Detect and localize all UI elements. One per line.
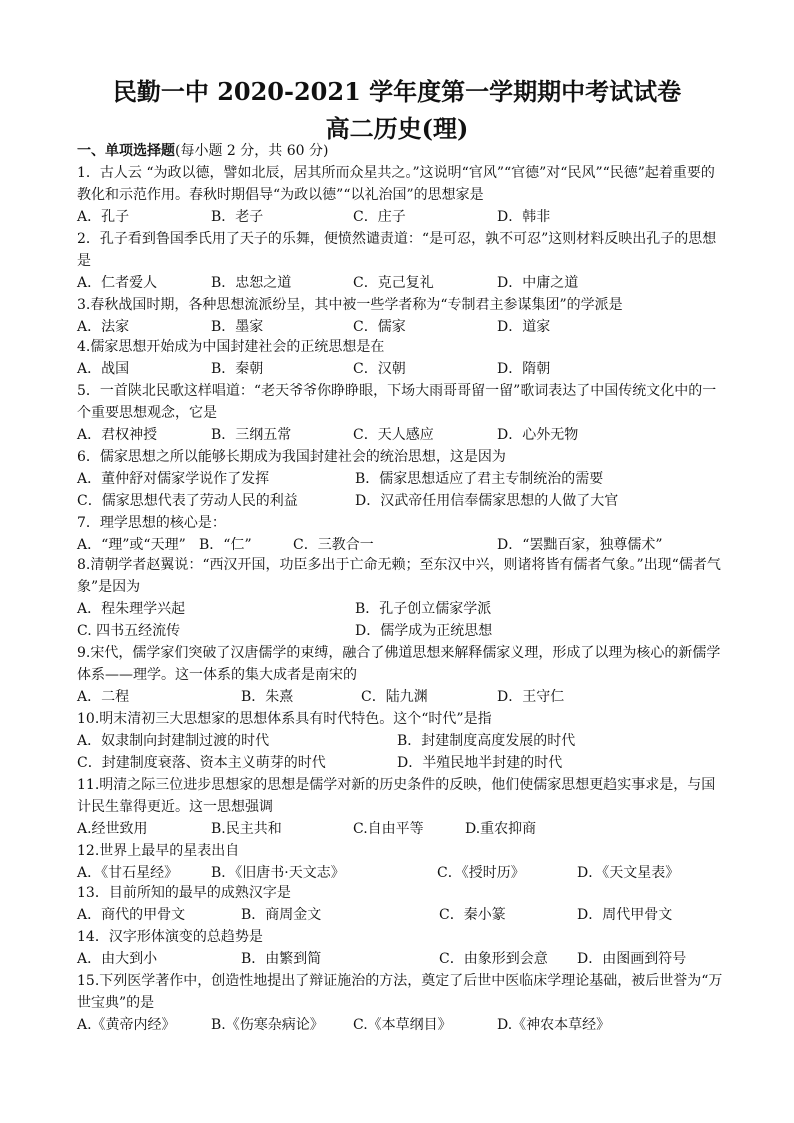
option-c: C．汉朝 xyxy=(353,361,406,377)
option-a: A．君权神授 xyxy=(77,427,158,443)
option-a: A．董仲舒对儒家学说作了发挥 xyxy=(77,471,270,487)
option-c: C．天人感应 xyxy=(353,427,434,443)
option-a: A.《黄帝内经》 xyxy=(77,1017,176,1033)
option-c: C．秦小篆 xyxy=(439,907,506,923)
option-c: C．由象形到会意 xyxy=(439,951,548,967)
option-b: B．老子 xyxy=(211,209,264,225)
options-row xyxy=(77,424,725,446)
option-b: B．“仁” xyxy=(199,537,252,553)
option-b: B．商周金文 xyxy=(241,907,322,923)
option-c: C. 四书五经流传 xyxy=(77,623,181,639)
question-10 xyxy=(77,708,725,774)
option-a: A．商代的甲骨文 xyxy=(77,907,186,923)
options-row xyxy=(77,948,725,970)
option-c: C．陆九渊 xyxy=(361,689,428,705)
question-5 xyxy=(77,380,725,446)
options-row xyxy=(77,358,725,380)
option-b: B.民主共和 xyxy=(211,821,282,837)
option-b: B．孔子创立儒家学派 xyxy=(355,601,492,617)
question-stem: 14．汉字形体演变的总趋势是 xyxy=(77,929,263,945)
option-d: D．《天文星表》 xyxy=(577,865,680,881)
option-d: D．半殖民地半封建的时代 xyxy=(397,755,563,771)
option-a: A．《甘石星经》 xyxy=(77,865,179,881)
option-c: C．儒家 xyxy=(353,319,406,335)
options-row xyxy=(77,752,725,774)
option-c: C．庄子 xyxy=(353,209,406,225)
question-stem: 4.儒家思想开始成为中国封建社会的正统思想是在 xyxy=(77,339,385,355)
options-row xyxy=(77,1014,725,1036)
option-c: C.《本草纲目》 xyxy=(353,1017,452,1033)
options-row xyxy=(77,316,725,338)
option-b: B．由繁到简 xyxy=(241,951,322,967)
options-row xyxy=(77,730,725,752)
option-c: C.自由平等 xyxy=(353,821,424,837)
option-a: A．战国 xyxy=(77,361,130,377)
option-d: D．周代甲骨文 xyxy=(577,907,673,923)
question-stem: 10.明末清初三大思想家的思想体系具有时代特色。这个“时代”是指 xyxy=(77,711,492,727)
section-heading xyxy=(77,142,328,160)
question-stem: 9.宋代，儒学家们突破了汉唐儒学的束缚，融合了佛道思想来解释儒家义理，形成了以理为核心的新儒学体系——理学。这一体系的集大成者是南宋的 xyxy=(77,645,721,683)
question-stem: 2．孔子看到鲁国季氏用了天子的乐舞，便愤然谴责道：“是可忍，孰不可忍”这则材料反映出孔子的思想是 xyxy=(77,231,717,269)
option-d: D．由图画到符号 xyxy=(577,951,687,967)
question-stem: 3.春秋战国时期，各种思想流派纷呈，其中被一些学者称为“专制君主参谋集团”的学派是 xyxy=(77,297,623,313)
question-8 xyxy=(77,554,725,642)
options-row xyxy=(77,818,725,840)
question-stem: 11.明清之际三位进步思想家的思想是儒学对新的历史条件的反映，他们使儒家思想更趋实事求是，与国计民生靠得更近。这一思想强调 xyxy=(77,777,716,815)
option-b: B．忠恕之道 xyxy=(211,275,292,291)
option-b: B．秦朝 xyxy=(211,361,264,377)
option-a: A．奴隶制向封建制过渡的时代 xyxy=(77,733,270,749)
option-c: C．克己复礼 xyxy=(353,275,434,291)
option-a: A．程朱理学兴起 xyxy=(77,601,186,617)
question-3 xyxy=(77,294,725,338)
options-row xyxy=(77,904,725,926)
options-row xyxy=(77,206,725,228)
option-a: A．法家 xyxy=(77,319,130,335)
option-d: D．中庸之道 xyxy=(497,275,579,291)
options-row xyxy=(77,620,725,642)
question-stem: 6．儒家思想之所以能够长期成为我国封建社会的统治思想，这是因为 xyxy=(77,449,506,465)
option-a: A．由大到小 xyxy=(77,951,158,967)
question-9 xyxy=(77,642,725,708)
options-row xyxy=(77,490,725,512)
option-b: B．封建制度高度发展的时代 xyxy=(397,733,576,749)
question-15 xyxy=(77,970,725,1036)
option-b: B．《旧唐书·天文志》 xyxy=(211,865,345,881)
section-heading-label: 一、单项选择题 xyxy=(77,143,175,159)
option-b: B．墨家 xyxy=(211,319,264,335)
question-stem: 12.世界上最早的星表出自 xyxy=(77,843,240,859)
exam-title: 民勤一中 2020-2021 学年度第一学期期中考试试卷 xyxy=(112,77,682,106)
option-c: C．三教合一 xyxy=(293,537,374,553)
option-d: D.重农抑商 xyxy=(465,821,537,837)
question-stem: 15.下列医学著作中，创造性地提出了辩证施治的方法，奠定了后世中医临床学理论基础，被后世誉为“万世宝典”的是 xyxy=(77,973,723,1011)
question-1 xyxy=(77,162,725,228)
option-d: D．儒学成为正统思想 xyxy=(355,623,493,639)
option-a: A.经世致用 xyxy=(77,821,148,837)
option-b: B．儒家思想适应了君主专制统治的需要 xyxy=(355,471,604,487)
option-c: C．封建制度衰落、资本主义萌芽的时代 xyxy=(77,755,326,771)
options-row xyxy=(77,686,725,708)
option-a: A．“理”或“天理” xyxy=(77,537,186,553)
option-b: B．朱熹 xyxy=(241,689,294,705)
question-6 xyxy=(77,446,725,512)
question-7 xyxy=(77,512,725,556)
option-c: C．《授时历》 xyxy=(437,865,525,881)
options-row xyxy=(77,862,725,884)
question-13 xyxy=(77,882,725,926)
question-11 xyxy=(77,774,725,840)
question-stem: 13．目前所知的最早的成熟汉字是 xyxy=(77,885,291,901)
option-a: A．仁者爱人 xyxy=(77,275,158,291)
question-stem: 1．古人云 “为政以德，譬如北辰，居其所而众星共之。”这说明“官风”“官德”对“民风”“民德”起着重要的教化和示范作用。春秋时期倡导“为政以德”“以礼治国”的思想家是 xyxy=(77,165,715,203)
question-stem: 5．一首陕北民歌这样唱道：“老天爷爷你睁睁眼，下场大雨哥哥留一留”歌词表达了中国传统文化中的一个重要思想观念，它是 xyxy=(77,383,717,421)
question-stem: 8.清朝学者赵翼说：“西汉开国，功臣多出于亡命无赖；至东汉中兴，则诸将皆有儒者气象。”出现“儒者气象”是因为 xyxy=(77,557,721,595)
option-d: D.《神农本草经》 xyxy=(497,1017,611,1033)
option-b: B.《伤寒杂病论》 xyxy=(211,1017,324,1033)
question-4 xyxy=(77,336,725,380)
options-row xyxy=(77,598,725,620)
exam-subtitle: 高二历史(理) xyxy=(325,114,469,143)
option-c: C．儒家思想代表了劳动人民的利益 xyxy=(77,493,298,509)
option-d: D．“罢黜百家，独尊儒术” xyxy=(497,537,663,553)
option-d: D．心外无物 xyxy=(497,427,579,443)
option-a: A．二程 xyxy=(77,689,130,705)
options-row xyxy=(77,272,725,294)
option-d: D．韩非 xyxy=(497,209,551,225)
options-row xyxy=(77,534,725,556)
option-d: D．道家 xyxy=(497,319,551,335)
question-12 xyxy=(77,840,725,884)
option-d: D．隋朝 xyxy=(497,361,551,377)
question-2 xyxy=(77,228,725,294)
option-a: A．孔子 xyxy=(77,209,130,225)
question-14 xyxy=(77,926,725,970)
option-d: D．汉武帝任用信奉儒家思想的人做了大官 xyxy=(355,493,619,509)
section-scoring-note: (每小题 2 分，共 60 分) xyxy=(175,143,329,159)
option-b: B．三纲五常 xyxy=(211,427,292,443)
options-row xyxy=(77,468,725,490)
option-d: D．王守仁 xyxy=(497,689,565,705)
question-stem: 7．理学思想的核心是： xyxy=(77,515,226,531)
